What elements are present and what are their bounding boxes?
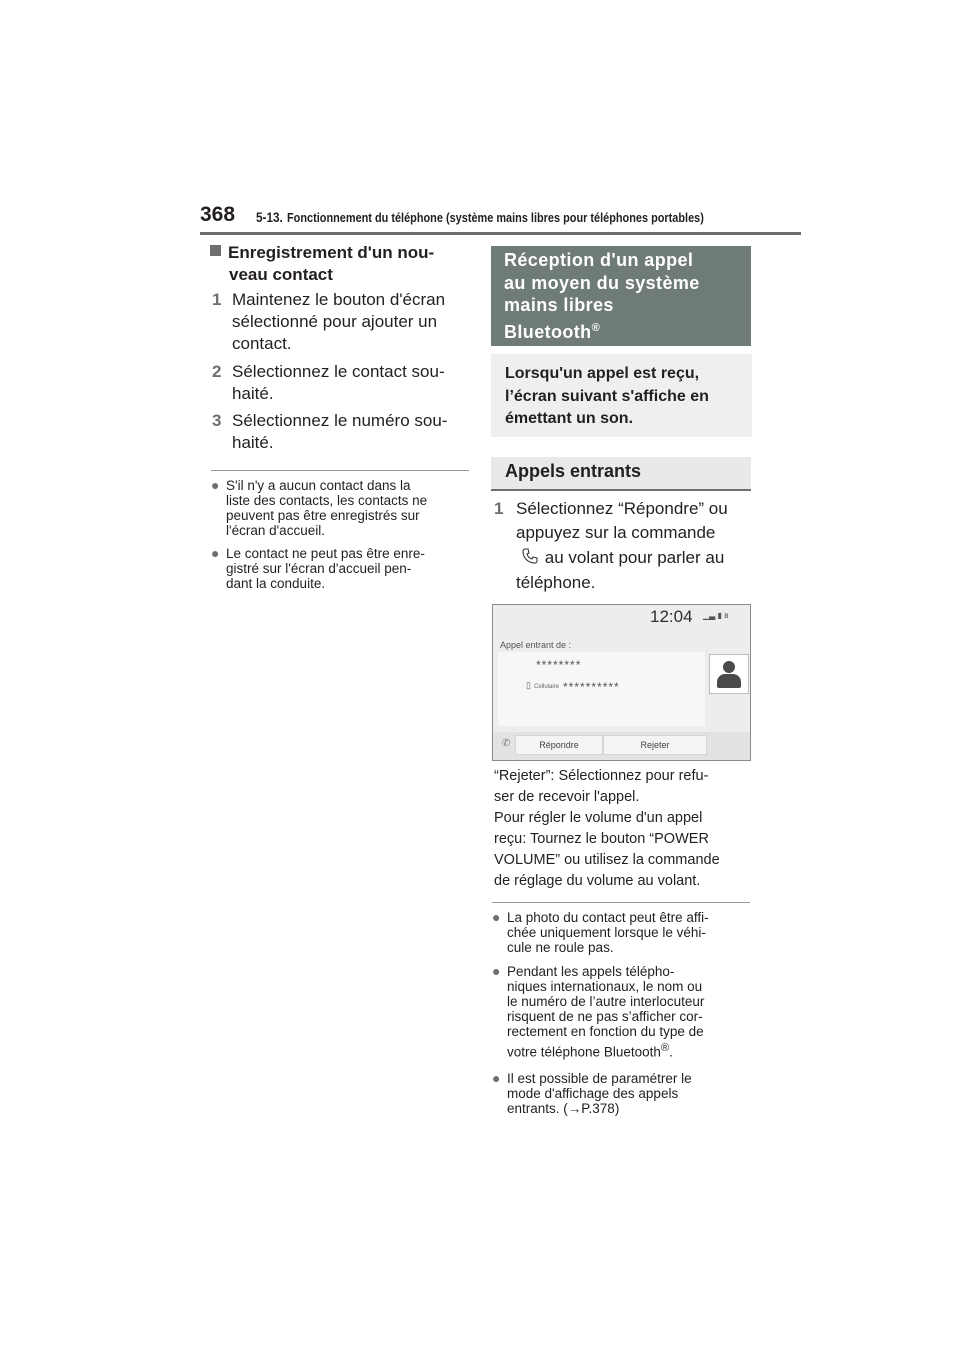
heading-line: Enregistrement d'un nou- xyxy=(228,243,435,262)
step-text: appuyez sur la commande xyxy=(516,523,716,542)
note-line: le numéro de l’autre interlocuteur xyxy=(507,994,705,1009)
step-text: Sélectionnez le numéro sou- xyxy=(232,411,448,430)
note-line: Il est possible de paramétrer le xyxy=(507,1071,692,1086)
note-divider xyxy=(492,902,750,903)
chapter-title-text: Fonctionnement du téléphone (système mains libres pour téléphones portables) xyxy=(287,210,704,225)
note-divider xyxy=(211,470,469,471)
bullet-icon: ● xyxy=(492,909,501,925)
step-text: haité. xyxy=(232,384,274,403)
sub-heading-new-contact xyxy=(210,242,470,286)
page-number: 368 xyxy=(200,203,236,226)
registered-mark: ® xyxy=(591,321,601,334)
note-item xyxy=(492,909,755,955)
note-text: . xyxy=(669,1044,673,1060)
note-line: liste des contacts, les contacts ne xyxy=(226,493,428,508)
caller-number: ********** xyxy=(563,680,620,694)
step-text: téléphone. xyxy=(516,572,596,592)
paragraph-line: Pour régler le volume d'un appel xyxy=(494,810,703,826)
note-line: Pendant les appels télépho- xyxy=(507,964,675,979)
bullet-icon: ● xyxy=(211,477,220,493)
note-line: chée uniquement lorsque le véhi- xyxy=(507,925,706,940)
step-item xyxy=(212,289,482,355)
bullet-icon: ● xyxy=(211,545,220,561)
caller-name: ******** xyxy=(536,658,582,672)
step-number: 1 xyxy=(212,290,222,309)
section-heading xyxy=(491,246,751,346)
reject-button[interactable]: Rejeter xyxy=(603,735,707,755)
signal-icon: ▁▃ xyxy=(703,611,716,620)
contact-avatar-icon xyxy=(709,654,749,694)
section-line: mains libres xyxy=(504,295,614,315)
note-line: niques internationaux, le nom ou xyxy=(507,979,703,994)
note-line xyxy=(507,1041,755,1060)
note-line: risquent de ne pas s’afficher cor- xyxy=(507,1009,703,1024)
header-rule xyxy=(200,232,801,235)
paragraph-line: reçu: Tournez le bouton “POWER xyxy=(494,831,709,847)
cell-label: Cellulaire xyxy=(534,684,560,690)
step-item xyxy=(494,497,756,595)
step-text: haité. xyxy=(232,433,274,452)
note-line: peuvent pas être enregistrés sur xyxy=(226,508,420,523)
note-line: l'écran d'accueil. xyxy=(226,523,325,538)
registered-mark: ® xyxy=(660,1042,670,1054)
note-line: S'il n'y a aucun contact dans la xyxy=(226,478,411,493)
note-line: mode d'affichage des appels xyxy=(507,1086,679,1101)
step-text: Maintenez le bouton d'écran xyxy=(232,290,446,309)
chapter-title xyxy=(256,209,704,225)
note-line: rectement en fonction du type de xyxy=(507,1024,704,1039)
chapter-number: 5-13. xyxy=(256,209,283,225)
incoming-call-screen xyxy=(492,604,751,761)
note-line: Le contact ne peut pas être enre- xyxy=(226,546,425,561)
paragraph-reject xyxy=(494,766,756,808)
intro-line: Lorsqu'un appel est reçu, xyxy=(505,365,700,382)
paragraph-volume xyxy=(494,808,756,892)
battery-icon: ▮ xyxy=(717,611,722,620)
section-line-text: Bluetooth xyxy=(504,321,592,342)
bullet-icon: ● xyxy=(492,1070,501,1086)
step-text: Sélectionnez “Répondre” ou xyxy=(516,499,728,518)
arrow-icon: → xyxy=(567,1101,582,1116)
step-text: sélectionné pour ajouter un xyxy=(232,312,438,331)
note-text: ) xyxy=(614,1101,620,1116)
step-text: au volant pour parler au xyxy=(544,548,725,567)
note-item xyxy=(211,477,471,538)
page-reference-link[interactable]: P.378 xyxy=(581,1101,615,1116)
sub-heading-incoming-calls xyxy=(491,457,751,491)
intro-line: émettant un son. xyxy=(505,410,634,427)
caller-card xyxy=(498,652,705,726)
step-item xyxy=(212,361,482,405)
step-number: 2 xyxy=(212,362,222,381)
intro-box xyxy=(491,354,752,437)
note-line: dant la conduite. xyxy=(226,576,326,591)
phone-icon: ✆ xyxy=(502,738,511,749)
answer-button[interactable]: Répondre xyxy=(515,735,603,755)
note-line: La photo du contact peut être affi- xyxy=(507,910,709,925)
note-item xyxy=(492,963,755,1060)
note-text: entrants. ( xyxy=(507,1101,568,1116)
incoming-label: Appel entrant de : xyxy=(500,640,572,650)
screen-clock: 12:04 xyxy=(650,607,693,626)
sub-heading-text: Appels entrants xyxy=(505,461,642,481)
paragraph-line: ser de recevoir l'appel. xyxy=(494,789,640,805)
paragraph-line: de réglage du volume au volant. xyxy=(494,873,701,889)
paragraph-line: VOLUME” ou utilisez la commande xyxy=(494,852,720,868)
phone-switch-icon xyxy=(522,547,540,571)
status-icons xyxy=(703,611,728,620)
note-text: votre téléphone Bluetooth xyxy=(507,1044,661,1060)
paragraph-line: “Rejeter”: Sélectionnez pour refu- xyxy=(494,768,709,784)
call-button-bar xyxy=(493,732,750,760)
section-line xyxy=(504,317,751,344)
note-line xyxy=(507,1101,755,1116)
step-text: Sélectionnez le contact sou- xyxy=(232,362,445,381)
note-line: gistré sur l'écran d'accueil pen- xyxy=(226,561,412,576)
step-item xyxy=(212,410,482,454)
note-line: cule ne roule pas. xyxy=(507,940,614,955)
step-text: contact. xyxy=(232,334,292,353)
step-number: 3 xyxy=(212,411,222,430)
bullet-icon: ● xyxy=(492,963,501,979)
step-number: 1 xyxy=(494,499,504,518)
section-line: au moyen du système xyxy=(504,272,700,293)
square-bullet-icon xyxy=(210,245,221,256)
section-line: Réception d'un appel xyxy=(504,250,694,270)
heading-line: veau contact xyxy=(229,265,333,284)
bluetooth-icon: ʙ xyxy=(724,611,729,620)
intro-line: l’écran suivant s'affiche en xyxy=(505,387,709,405)
note-item xyxy=(492,1070,755,1116)
note-item xyxy=(211,545,471,591)
mobile-phone-icon: ▯ xyxy=(526,680,531,690)
